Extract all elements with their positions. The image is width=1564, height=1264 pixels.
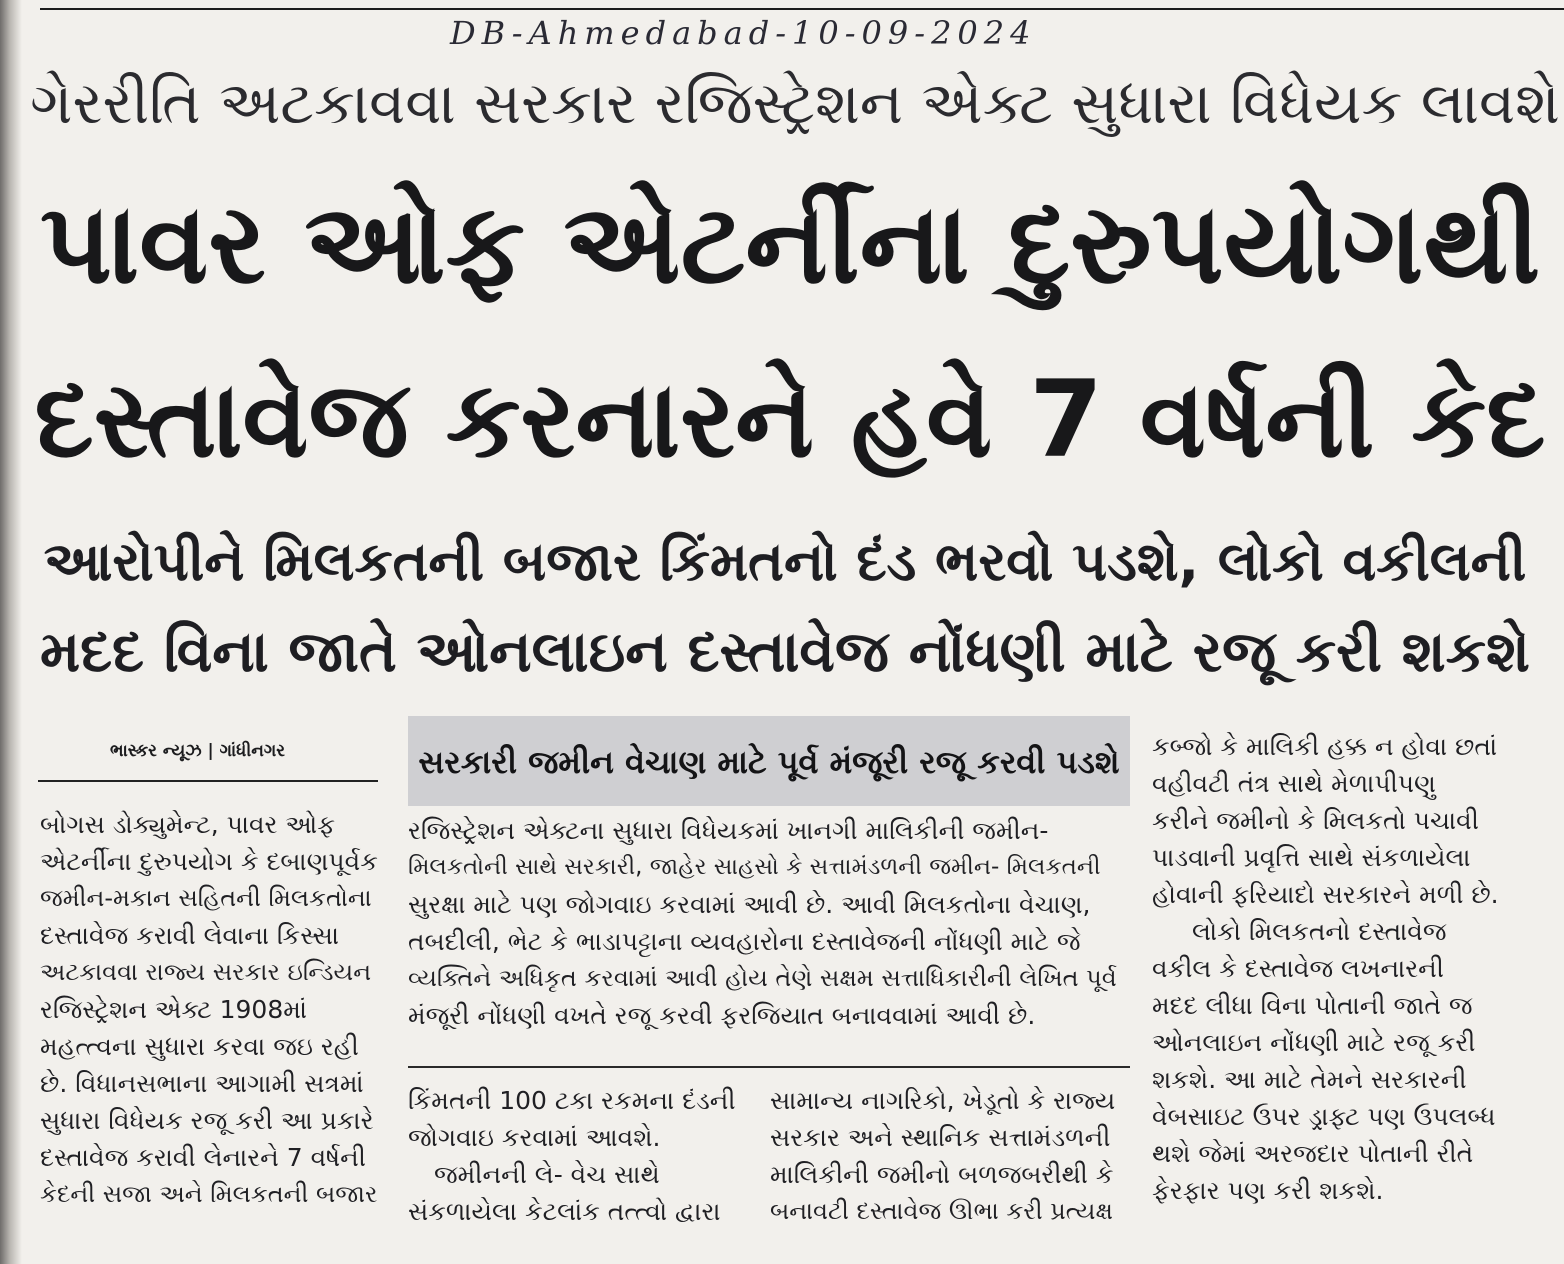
body-line: હોવાની ફરિયાદો સરકારને મળી છે. <box>1152 880 1499 909</box>
main-headline-line-2: દસ્તાવેજ કરનારને હવે 7 વર્ષની કેદ <box>34 358 1546 481</box>
body-line: ઓનલાઇન નોંધણી માટે રજૂ કરી <box>1152 1028 1476 1057</box>
body-line: અટકાવવા રાજ્ય સરકાર ઇન્ડિયન <box>40 958 372 986</box>
body-line: એટર્નીના દુરુપયોગ કે દબાણપૂર્વક <box>40 847 378 876</box>
body-line: સામાન્ય નાગરિકો, ખેડૂતો કે રાજ્ય <box>770 1086 1116 1115</box>
body-line: દસ્તાવેજ કરાવી લેવાના કિસ્સા <box>40 921 339 950</box>
body-line: કબ્જો કે માલિકી હક્ક ન હોવા છતાં <box>1152 732 1498 761</box>
column-left <box>40 806 380 1213</box>
byline: ભાસ્કર ન્યૂઝ | ગાંધીનગર <box>110 741 286 761</box>
body-line: દસ્તાવેજ કરાવી લેનારને 7 વર્ષની <box>40 1143 366 1172</box>
body-line: માલિકીની જમીનો બળજબરીથી કે <box>770 1160 1114 1189</box>
top-border-rule <box>40 8 1564 10</box>
body-line: તબદીલી, ભેટ કે ભાડાપટ્ટાના વ્યવહારોના દસ્તાવેજની નોંધણી માટે જે <box>408 927 1081 956</box>
body-line: મહત્ત્વના સુધારા કરવા જઇ રહી <box>40 1032 359 1061</box>
body-line: વહીવટી તંત્ર સાથે મેળાપીપણુ <box>1152 769 1436 798</box>
deck-line-2: મદદ વિના જાતે ઓનલાઇન દસ્તાવેજ નોંધણી માટે રજૂ કરી શકશે <box>40 619 1530 685</box>
body-line: કેદની સજા અને મિલકતની બજાર <box>40 1180 378 1208</box>
body-line: વ્યક્તિને અધિકૃત કરવામાં આવી હોય તેણે સક્ષમ સત્તાધિકારીની લેખિત પૂર્વ <box>408 964 1117 992</box>
column-middle-top <box>408 812 1128 1034</box>
main-headline-line-1: પાવર ઓફ એટર્નીના દુરુપયોગથી <box>40 180 1541 309</box>
column-bottom-left <box>408 1082 748 1230</box>
body-line: પાડવાની પ્રવૃત્તિ સાથે સંકળાયેલા <box>1152 843 1471 872</box>
body-line: બનાવટી દસ્તાવેજ ઊભા કરી પ્રત્યક્ષ <box>770 1197 1113 1225</box>
body-line: સરકાર અને સ્થાનિક સત્તામંડળની <box>770 1123 1111 1152</box>
body-line: સુરક્ષા માટે પણ જોગવાઇ કરવામાં આવી છે. આવી મિલકતોના વેચાણ, <box>408 890 1091 919</box>
deck-line-1: આરોપીને મિલકતની બજાર કિંમતનો દંડ ભરવો પડશે, લોકો વકીલની <box>43 530 1527 593</box>
body-line: મંજૂરી નોંધણી વખતે રજૂ કરવી ફરજિયાત બનાવવામાં આવી છે. <box>408 1001 1036 1030</box>
body-line: રજિસ્ટ્રેશન એક્ટના સુધારા વિધેયકમાં ખાનગી માલિકીની જમીન- <box>408 816 1049 845</box>
body-line: કિંમતની 100 ટકા રકમના દંડની <box>408 1086 736 1115</box>
body-line: કરીને જમીનો કે મિલકતો પચાવી <box>1152 806 1479 835</box>
kicker-headline: ગેરરીતિ અટકાવવા સરકાર રજિસ્ટ્રેશન એક્ટ સુધારા વિધેયક લાવશે <box>30 69 1560 137</box>
body-line: છે. વિધાનસભાના આગામી સત્રમાં <box>40 1069 364 1098</box>
body-line: જમીનની લે- વેચ સાથે <box>434 1160 660 1189</box>
byline-divider <box>38 780 378 782</box>
body-line: લોકો મિલકતનો દસ્તાવેજ <box>1192 917 1447 946</box>
column-right <box>1152 728 1512 1209</box>
body-line: રજિસ્ટ્રેશન એક્ટ 1908માં <box>40 995 308 1024</box>
body-line: મદદ લીધા વિના પોતાની જાતે જ <box>1152 991 1473 1020</box>
body-line: જોગવાઇ કરવામાં આવશે. <box>408 1123 661 1152</box>
paper-shadow-edge <box>0 0 22 1264</box>
column-bottom-middle <box>770 1082 1120 1230</box>
body-line: વકીલ કે દસ્તાવેજ લખનારની <box>1152 954 1444 983</box>
subhead: સરકારી જમીન વેચાણ માટે પૂર્વ મંજૂરી રજૂ કરવી પડશે <box>418 743 1120 781</box>
body-line: થશે જેમાં અરજદાર પોતાની રીતે <box>1152 1139 1474 1168</box>
body-line: વેબસાઇટ ઉપર ડ્રાફ્ટ પણ ઉપલબ્ધ <box>1152 1102 1496 1131</box>
body-line: શકશે. આ માટે તેમને સરકારની <box>1152 1065 1467 1094</box>
body-line: સુધારા વિધેયક રજૂ કરી આ પ્રકારે <box>40 1106 374 1135</box>
body-line: ફેરફાર પણ કરી શકશે. <box>1152 1176 1384 1205</box>
body-line: બોગસ ડોક્યુમેન્ટ, પાવર ઓફ <box>40 810 336 839</box>
body-line: મિલકતોની સાથે સરકારી, જાહેર સાહસો કે સત્તામંડળની જમીન- મિલકતની <box>408 854 1101 880</box>
body-line: જમીન-મકાન સહિતની મિલકતોના <box>40 884 372 912</box>
section-divider <box>408 1066 1130 1068</box>
handwritten-note: DB-Ahmedabad-10-09-2024 <box>450 14 1037 52</box>
body-line: સંકળાયેલા કેટલાંક તત્ત્વો દ્વારા <box>408 1197 721 1226</box>
